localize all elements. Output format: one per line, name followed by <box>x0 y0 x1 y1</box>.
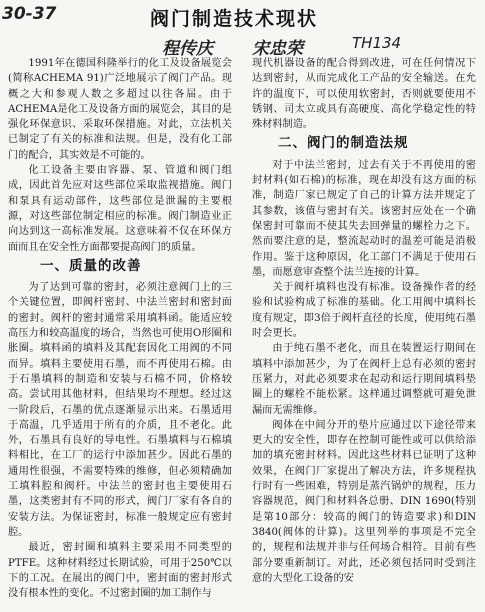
article-title: 阀门制造技术现状 <box>150 8 319 30</box>
author-name-2: 宋忠荣 <box>252 39 303 59</box>
paragraph-sealing: 为了达到可靠的密封，必须注意阀门上的三个关键位置，即阀杆密封、中法兰密封和密封面的密封。阀杆的密封通常采用填料函。能适应较高压力和较高温度的场合，当然也可使用O形圈和胀圈。填料函的填料及其配套因化工用阀的不同而异。填料主要使用石墨，而不再使用石棉。由于石墨填料的制造和安装与石棉不同，价格较高。尝试用其他材料，但结果均不理想。经过这一阶段后，石墨的优点逐渐显示出来。石墨适用于高温，几乎适用于所有的介质，且不老化。此外，石墨具有良好的导电性。石墨填料与石棉填料相比，在工厂的运行中添加甚少。因此石墨的通用性很强，不需要特殊的维修，但必须精确加工填料腔和阀杆。中法兰的密封也主要使用石墨，这类密封有不同的形式，阀门厂家有各自的安装方法。为保证密封，标准一般规定应有密封腔。 <box>8 282 232 538</box>
author-name-1: 程传庆 <box>162 39 213 59</box>
section-heading-regulations: 二、阀门的制造法规 <box>278 135 409 152</box>
paragraph-flange: 对于中法兰密封，过去有关于不再使用的密封材料(如石棉)的标准，现在却没有这方面的标准，制造厂家已规定了自己的计算方法并规定了其参数，该值与密封有关。该密封应处在一个确保密封可靠而不使其失去回弹量的螺栓力之下。然而要注意的是，整流起动时的温差可能是消极作用。鉴于这种原因，化工部门不满足于使用石墨，而愿意审查整个法兰连接的计算。 <box>252 159 476 278</box>
paragraph-intro: 1991年在德国科隆举行的化工及设备展览会(简称ACHEMA 91)广泛地展示了阀门产品。现概之大和参观人数之多超过以往各届。由于ACHEMA是化工及设备方面的展览会，其目的是强化环保意识、采取环保措施。对此，立法机关已制定了有关的标准和法规。但是，没有化工部门的配合，其实效是不可能的。 <box>8 58 232 161</box>
paragraph-stem-packing: 关于阀杆填料也没有标准。设备操作者的经验和试验构成了标准的基础。化工用阀中填料长度有规定，即3倍于阀杆直径的长度，使用纯石墨时会更长。 <box>252 282 476 340</box>
right-column <box>252 56 476 586</box>
left-column <box>8 56 232 601</box>
paragraph-continuation: 现代机器设备的配合得到改进，可在任何情况下达到密封，从而完成化工产品的安全输送。在允许的温度下，可以使用软密封，否则就要使用不锈钢、司太立或具有高硬度、高化学稳定性的特殊材料制造。 <box>252 58 476 131</box>
section-heading-quality: 一、质量的改善 <box>40 257 142 274</box>
paragraph-graphite: 由于纯石墨不老化，而且在装置运行期间在填料中添加甚少，为了在阀杆上总有必须的密封压紧力，对此必须要求在起动和运行期间填料垫圈上的螺栓不能松紧。这样通过调整就可避免泄漏而无需维修。 <box>252 343 476 416</box>
paragraph-ptfe: 最近，密封圈和填料主要采用不同类型的PTFE。这种材料经过长期试验，可用于250℃以下的工况。在展出的阀门中，密封面的密封形式没有根本性的变化。不过密封圈的加工制作与 <box>8 542 232 600</box>
paragraph-equipment: 化工设备主要由容器、泵、管道和阀门组成，因此首先应对这些部位采取监视措施。阀门和泵具有运动部件，这些部位是泄漏的主要根源，对这些部位制定相应的标准。阀门制造业正向达到这一高标准发展。这意味着不仅在环保方面而且在安全性方面都要提高阀门的质量。 <box>8 165 232 253</box>
handwritten-classification-code: TH134 <box>352 34 402 52</box>
paragraph-body-gasket: 阀体在中间分开的垫片应通过以下途径带来更大的安全性，即存在控制可能性或可以供给添加的填充密封材料。因此这些材料已证明了这种效果，在阀门厂家提出了解决方法，许多规程执行时有一些困难，特别是蒸汽锅炉的规程，压力容器规范，阀门和材料各总册、DIN 1690(特别是第10部分：较高的阀门的铸造要求)和DIN 3840(阀体的计算)。这里列举的事项是不完全的，规程和法规并非与任何场合相符。目前有些部分要重新制订。对此，还必须包括同时受到注意的大型化工设备的安 <box>252 419 476 584</box>
handwritten-reference-number: 30-37 <box>2 4 57 24</box>
